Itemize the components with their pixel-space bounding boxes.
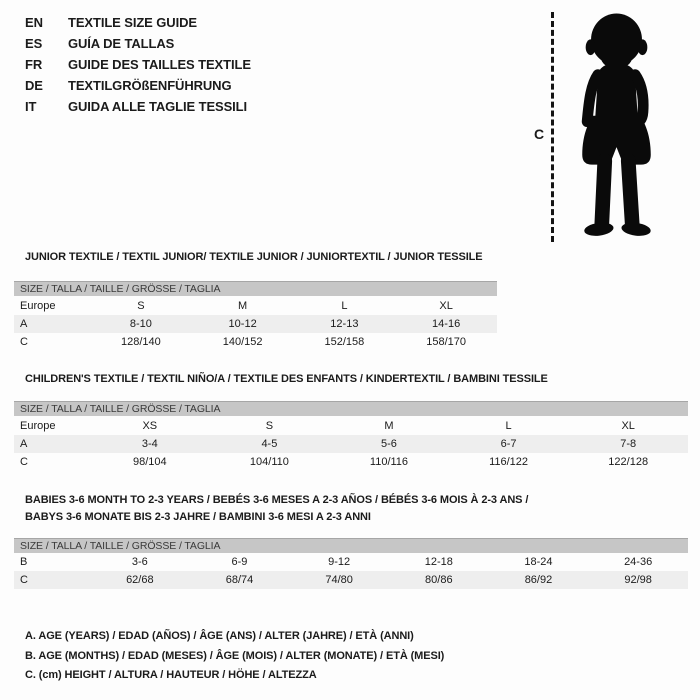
size-value-rows: [14, 435, 688, 471]
guide-title-text: TEXTILGRÖßENFÜHRUNG: [68, 78, 232, 93]
size-column-cell: XL: [439, 299, 453, 312]
legend-line: C. (cm) HEIGHT / ALTURA / HAUTEUR / HÖHE / ALTEZZA: [25, 669, 317, 681]
size-header-bar: SIZE / TALLA / TAILLE / GRÖSSE / TAGLIA: [14, 538, 688, 553]
size-value-cell: 12-13: [330, 318, 359, 330]
size-value-cell: 86/92: [524, 574, 553, 586]
table-row: [14, 571, 688, 589]
language-row: [25, 96, 251, 117]
size-table-section: [14, 371, 690, 471]
language-code: FR: [25, 57, 43, 72]
table-row: [14, 553, 688, 571]
size-value-cell: 3-6: [131, 556, 148, 568]
size-value-cell: 62/68: [126, 574, 154, 586]
size-value-cell: 14-16: [432, 318, 461, 330]
size-table-section: [14, 492, 690, 589]
size-value-cell: 24-36: [624, 556, 653, 568]
size-value-cell: 98/104: [132, 456, 167, 468]
toddler-silhouette-icon: [565, 12, 669, 242]
size-table: [14, 416, 688, 471]
language-row: [25, 54, 251, 75]
size-column-cell: XS: [142, 419, 158, 432]
size-tables: [14, 249, 690, 589]
size-column-cell: S: [137, 299, 145, 312]
size-column-cell: L: [341, 299, 348, 312]
row-label: C: [20, 456, 28, 468]
size-column-cell: XL: [621, 419, 635, 432]
size-value-cell: 122/128: [608, 456, 649, 468]
row-label: A: [20, 318, 28, 330]
size-value-rows: [14, 315, 497, 351]
row-label: C: [20, 336, 28, 348]
size-value-cell: 9-12: [328, 556, 351, 568]
size-value-cell: 7-8: [620, 438, 637, 450]
size-value-cell: 152/158: [324, 336, 365, 348]
size-value-cell: 140/152: [222, 336, 263, 348]
size-columns-rows: [14, 296, 497, 315]
measurement-figure: [528, 8, 693, 248]
size-tables-content: [14, 249, 690, 686]
size-columns-row: [14, 296, 497, 315]
size-value-cell: 8-10: [129, 318, 152, 330]
size-columns-row: [14, 416, 688, 435]
language-code: IT: [25, 99, 37, 114]
guide-title-text: GUIDE DES TAILLES TEXTILE: [68, 57, 251, 72]
size-value-cell: 80/86: [425, 574, 453, 586]
size-table-section: [14, 249, 690, 351]
language-row: [25, 33, 251, 54]
table-title: BABIES 3-6 MONTH TO 2-3 YEARS / BEBÉS 3-6 MESES A 2-3 AÑOS / BÉBÉS 3-6 MOIS À 2-3 ANS / BABYS 3-6 MONATE BIS 2-3 JAHRE / BAMBINI 3-6 MESI A 2-3 ANNI: [25, 494, 529, 523]
language-code: EN: [25, 15, 43, 30]
size-value-cell: 12-18: [424, 556, 453, 568]
size-value-cell: 18-24: [524, 556, 553, 568]
size-table: [14, 296, 497, 351]
size-column-cell: S: [265, 419, 274, 432]
size-value-rows: [14, 553, 688, 589]
size-value-cell: 4-5: [261, 438, 278, 450]
language-code: DE: [25, 78, 43, 93]
size-value-cell: 6-7: [500, 438, 517, 450]
size-columns-rows: [14, 416, 688, 435]
size-value-cell: 104/110: [249, 456, 289, 468]
language-row: [25, 12, 251, 33]
table-title: CHILDREN'S TEXTILE / TEXTIL NIÑO/A / TEXTILE DES ENFANTS / KINDERTEXTIL / BAMBINI TESSILE: [25, 373, 548, 385]
size-column-cell: L: [505, 419, 512, 432]
size-value-cell: 10-12: [228, 318, 257, 330]
size-value-cell: 68/74: [225, 574, 254, 586]
size-value-cell: 74/80: [325, 574, 353, 586]
table-row: [14, 315, 497, 333]
guide-title-text: GUÍA DE TALLAS: [68, 36, 175, 51]
size-value-cell: 3-4: [141, 438, 158, 450]
guide-title-text: TEXTILE SIZE GUIDE: [68, 15, 197, 30]
size-table: [14, 553, 688, 589]
height-dashed-line: [551, 12, 554, 242]
size-value-cell: 5-6: [381, 438, 397, 450]
table-row: [14, 333, 497, 351]
legend-line: A. AGE (YEARS) / EDAD (AÑOS) / ÂGE (ANS) / ALTER (JAHRE) / ETÀ (ANNI): [25, 630, 414, 642]
height-measure-label: C: [534, 126, 545, 142]
size-value-cell: 116/122: [489, 456, 529, 468]
size-value-cell: 158/170: [426, 336, 466, 348]
table-title: JUNIOR TEXTILE / TEXTIL JUNIOR/ TEXTILE JUNIOR / JUNIORTEXTIL / JUNIOR TESSILE: [25, 251, 483, 263]
guide-title-text: GUIDA ALLE TAGLIE TESSILI: [68, 99, 248, 114]
size-value-cell: 92/98: [624, 574, 652, 586]
measurement-legend: [14, 627, 690, 686]
row-label: Europe: [20, 419, 56, 432]
language-title-list: [25, 12, 251, 117]
row-label: Europe: [20, 299, 56, 312]
size-column-cell: M: [384, 419, 394, 432]
row-label: B: [20, 556, 28, 568]
row-label: A: [20, 438, 28, 450]
legend-line: B. AGE (MONTHS) / EDAD (MESES) / ÂGE (MOIS) / ALTER (MONATE) / ETÀ (MESI): [25, 649, 445, 662]
row-label: C: [20, 574, 28, 586]
language-code: ES: [25, 36, 43, 51]
size-column-cell: M: [238, 299, 248, 312]
size-value-cell: 128/140: [120, 336, 161, 348]
table-row: [14, 453, 688, 471]
size-value-cell: 110/116: [369, 456, 409, 468]
language-row: [25, 75, 251, 96]
size-header-bar: SIZE / TALLA / TAILLE / GRÖSSE / TAGLIA: [14, 401, 688, 416]
size-value-cell: 6-9: [231, 556, 248, 568]
size-header-bar: SIZE / TALLA / TAILLE / GRÖSSE / TAGLIA: [14, 281, 497, 296]
table-row: [14, 435, 688, 453]
